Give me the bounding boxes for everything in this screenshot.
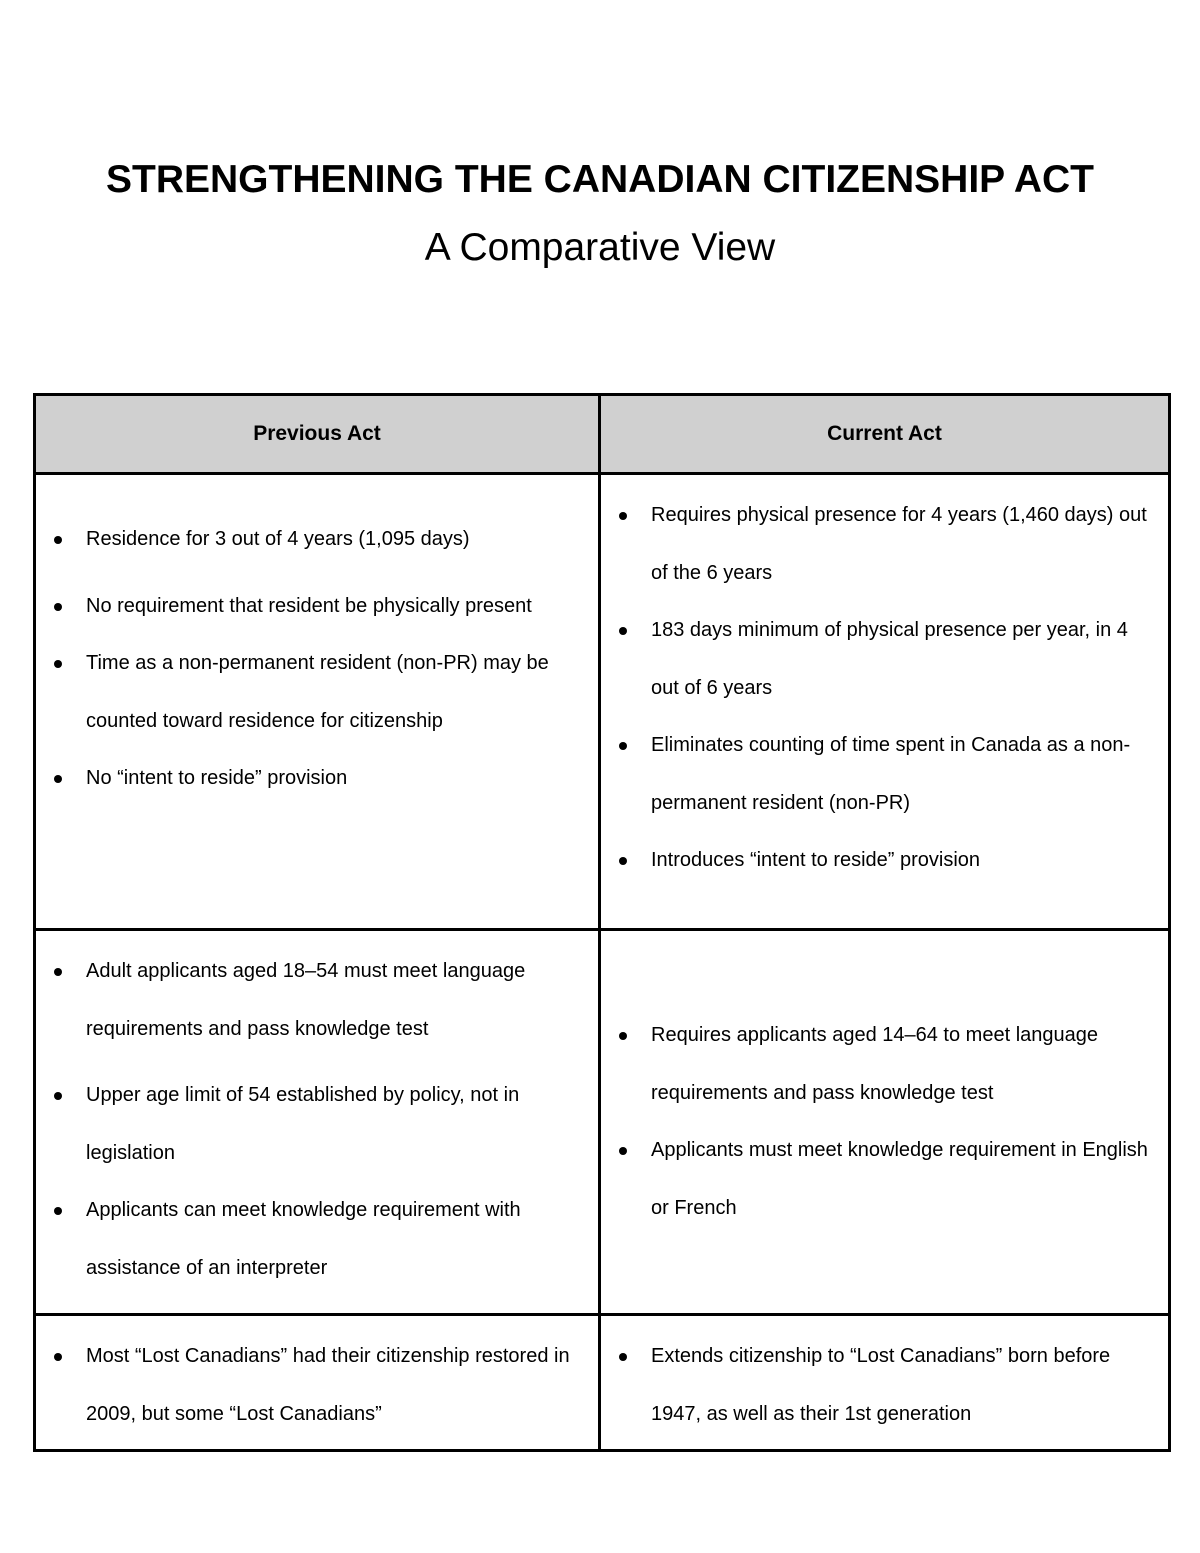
list-item: Residence for 3 out of 4 years (1,095 days) [86, 511, 588, 569]
header-current-act: Current Act [600, 395, 1170, 474]
list-item: Most “Lost Canadians” had their citizenship restored in 2009, but some “Lost Canadians” [86, 1328, 588, 1443]
previous-act-cell [35, 930, 600, 1315]
list-item: Requires applicants aged 14–64 to meet language requirements and pass knowledge test [651, 1007, 1158, 1122]
list-item: Adult applicants aged 18–54 must meet language requirements and pass knowledge test [86, 943, 588, 1058]
bullet-list [601, 1328, 1168, 1443]
list-item: No “intent to reside” provision [86, 750, 588, 808]
page-title: STRENGTHENING THE CANADIAN CITIZENSHIP ACT [105, 158, 1095, 201]
bullet-list [36, 943, 598, 1297]
list-item: No requirement that resident be physically present [86, 578, 588, 636]
current-act-cell [600, 930, 1170, 1315]
list-item: Eliminates counting of time spent in Canada as a non-permanent resident (non-PR) [651, 717, 1158, 832]
list-item: Time as a non-permanent resident (non-PR) may be counted toward residence for citizenship [86, 635, 588, 750]
previous-act-cell [35, 1315, 600, 1451]
previous-act-cell [35, 474, 600, 930]
list-item: Upper age limit of 54 established by policy, not in legislation [86, 1067, 588, 1182]
current-act-cell [600, 1315, 1170, 1451]
comparison-table [33, 393, 1171, 1452]
table-header-row [35, 395, 1170, 474]
current-act-cell [600, 474, 1170, 930]
table-row [35, 930, 1170, 1315]
list-item: Requires physical presence for 4 years (1,460 days) out of the 6 years [651, 487, 1158, 602]
list-item: 183 days minimum of physical presence per year, in 4 out of 6 years [651, 602, 1158, 717]
bullet-list [601, 487, 1168, 890]
header-previous-act: Previous Act [35, 395, 600, 474]
bullet-list [601, 1007, 1168, 1237]
bullet-list [36, 511, 598, 808]
list-item: Applicants can meet knowledge requirement with assistance of an interpreter [86, 1182, 588, 1297]
table-row [35, 1315, 1170, 1451]
table-row [35, 474, 1170, 930]
bullet-list [36, 1328, 598, 1443]
list-item: Extends citizenship to “Lost Canadians” born before 1947, as well as their 1st generation [651, 1328, 1158, 1443]
page-subtitle: A Comparative View [424, 226, 776, 269]
list-item: Introduces “intent to reside” provision [651, 832, 1158, 890]
list-item: Applicants must meet knowledge requirement in English or French [651, 1122, 1158, 1237]
